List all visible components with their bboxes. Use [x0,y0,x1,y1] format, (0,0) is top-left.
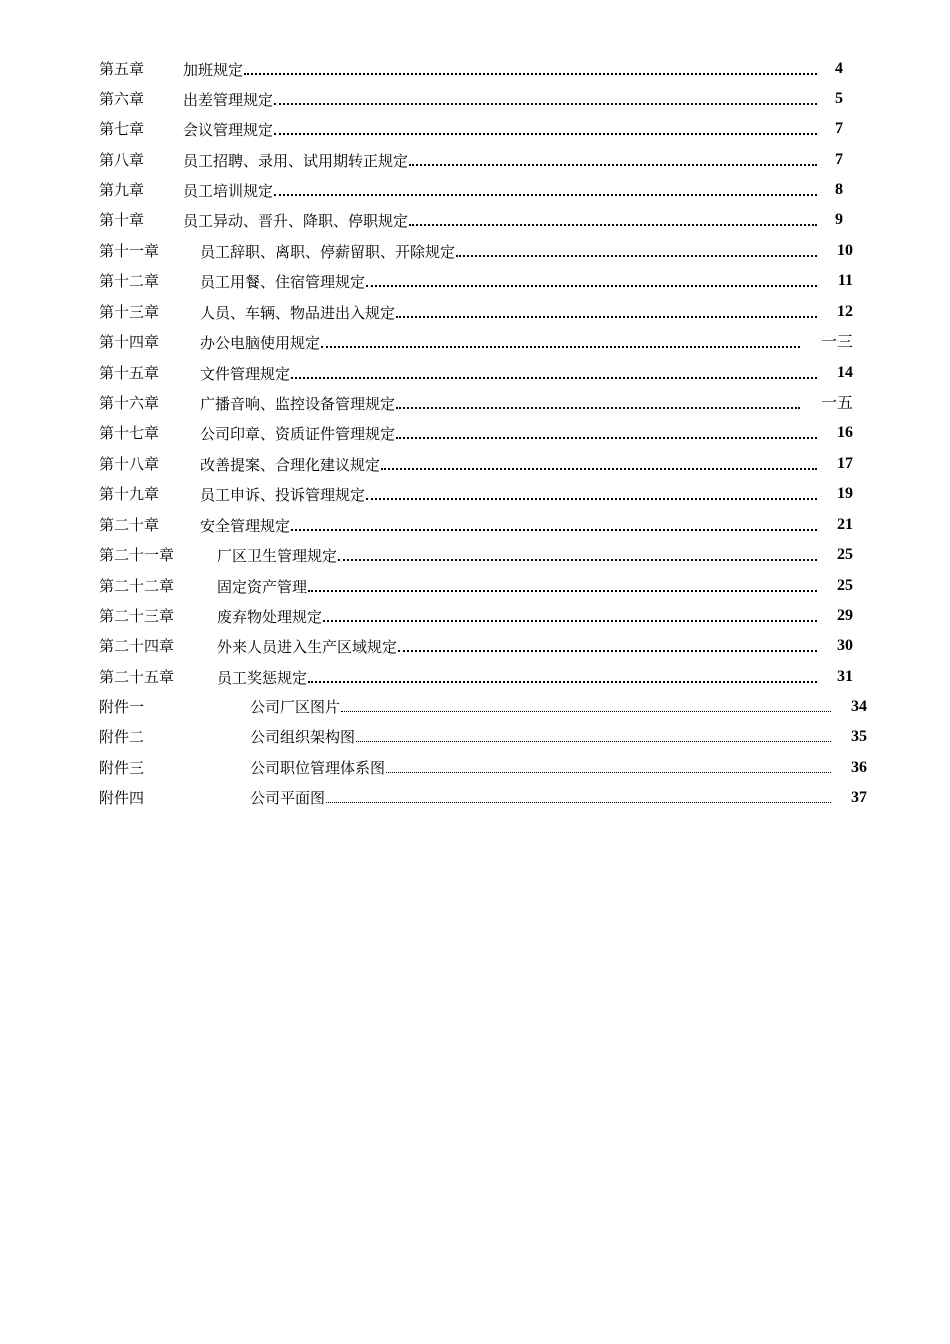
toc-title-line [217,604,817,628]
toc-title: 员工用餐、住宿管理规定 [200,273,366,291]
toc-title-line [200,391,800,415]
toc-title-line [217,634,817,658]
toc-dot-leader [308,574,817,592]
toc-chapter-label: 第二十五章 [99,668,175,686]
toc-page-number: 7 [835,151,843,168]
toc-dot-leader [321,330,800,348]
toc-title: 废弃物处理规定 [217,608,323,626]
toc-title-line [183,208,817,232]
toc-title-line [200,330,800,354]
toc-title: 公司职位管理体系图 [250,759,386,777]
toc-title: 员工申诉、投诉管理规定 [200,486,366,504]
toc-page-number: 34 [851,698,867,715]
toc-title-line [250,786,831,810]
toc-dot-leader [396,300,817,318]
toc-title-line [200,513,817,537]
toc-title-line [183,178,817,202]
toc-title-line [250,725,831,749]
toc-dot-leader [244,57,817,75]
toc-chapter-label: 第七章 [99,120,145,138]
toc-chapter-label: 第二十四章 [99,637,175,655]
toc-title-line [200,452,817,476]
toc-title-line [200,300,817,324]
toc-chapter-label: 第十二章 [99,272,160,290]
toc-title: 公司厂区图片 [250,698,341,716]
toc-title: 员工奖惩规定 [217,669,308,687]
toc-title: 员工培训规定 [183,182,274,200]
toc-title: 厂区卫生管理规定 [217,547,338,565]
toc-title-line [217,665,817,689]
toc-dot-leader [409,208,817,226]
toc-title: 公司组织架构图 [250,728,356,746]
toc-title: 出差管理规定 [183,91,274,109]
toc-title-line [200,361,817,385]
toc-dot-leader [409,148,817,166]
toc-chapter-label: 第十章 [99,211,145,229]
toc-title: 办公电脑使用规定 [200,334,321,352]
toc-page-number: 37 [851,789,867,806]
toc-title-line [200,239,817,263]
toc-title-line [200,421,817,445]
toc-chapter-label: 第二十一章 [99,546,175,564]
toc-chapter-label: 第二十章 [99,516,160,534]
toc-title-line [183,57,817,81]
toc-chapter-label: 第八章 [99,151,145,169]
toc-page-number: 25 [837,577,853,594]
toc-title: 人员、车辆、物品进出入规定 [200,304,396,322]
toc-chapter-label: 第二十二章 [99,577,175,595]
toc-chapter-label: 第十六章 [99,394,160,412]
toc-chapter-label: 第十七章 [99,424,160,442]
toc-title-line [250,756,831,780]
toc-title-line [183,148,817,172]
toc-page-number: 10 [837,242,853,259]
toc-title-line [217,543,817,567]
toc-title-line [217,574,817,598]
toc-dot-leader [308,665,817,683]
toc-page-number: 5 [835,90,843,107]
toc-dot-leader [341,695,831,712]
toc-appendix-label: 附件三 [99,759,145,777]
toc-title: 公司印章、资质证件管理规定 [200,425,396,443]
toc-dot-leader [396,391,800,409]
toc-title-line [250,695,831,719]
toc-dot-leader [381,452,817,470]
toc-title-line [183,87,817,111]
toc-title: 广播音响、监控设备管理规定 [200,395,396,413]
toc-page-number: 25 [837,546,853,563]
toc-dot-leader [338,543,817,561]
toc-dot-leader [356,725,831,742]
toc-page-number: 一五 [820,393,853,412]
toc-dot-leader [274,87,817,105]
toc-page-number: 17 [837,455,853,472]
toc-dot-leader [323,604,817,622]
toc-dot-leader [291,513,817,531]
toc-title: 会议管理规定 [183,121,274,139]
toc-title-line [183,117,817,141]
toc-title: 公司平面图 [250,789,326,807]
toc-chapter-label: 第九章 [99,181,145,199]
toc-title: 员工异动、晋升、降职、停职规定 [183,212,409,230]
toc-chapter-label: 第六章 [99,90,145,108]
toc-page-number: 8 [835,181,843,198]
toc-title: 外来人员进入生产区域规定 [217,638,398,656]
toc-title: 改善提案、合理化建议规定 [200,456,381,474]
toc-dot-leader [366,269,817,287]
toc-page-number: 29 [837,607,853,624]
toc-title: 固定资产管理 [217,578,308,596]
toc-page-number: 7 [835,120,843,137]
toc-page-number: 31 [837,668,853,685]
toc-dot-leader [398,634,817,652]
toc-title: 员工招聘、录用、试用期转正规定 [183,152,409,170]
toc-page-number: 4 [835,60,843,77]
toc-page-number: 14 [837,364,853,381]
toc-title: 文件管理规定 [200,365,291,383]
toc-chapter-label: 第十九章 [99,485,160,503]
toc-dot-leader [386,756,831,773]
toc-chapter-label: 第十三章 [99,303,160,321]
toc-dot-leader [291,361,817,379]
toc-chapter-label: 第十一章 [99,242,160,260]
toc-title: 员工辞职、离职、停薪留职、开除规定 [200,243,456,261]
toc-title: 安全管理规定 [200,517,291,535]
toc-page-number: 11 [837,272,853,289]
toc-page-number: 一三 [820,332,853,351]
toc-title-line [200,482,817,506]
toc-page-number: 9 [835,211,843,228]
toc-chapter-label: 第十八章 [99,455,160,473]
toc-page-number: 12 [837,303,853,320]
toc-chapter-label: 第五章 [99,60,145,78]
toc-appendix-label: 附件四 [99,789,145,807]
toc-dot-leader [366,482,817,500]
toc-appendix-label: 附件二 [99,728,145,746]
toc-page-number: 16 [837,424,853,441]
toc-page-number: 35 [851,728,867,745]
toc-dot-leader [274,117,817,135]
toc-page-number: 30 [837,637,853,654]
toc-chapter-label: 第十五章 [99,364,160,382]
toc-title: 加班规定 [183,61,244,79]
toc-page-number: 19 [837,485,853,502]
toc-appendix-label: 附件一 [99,698,145,716]
toc-page-number: 21 [837,516,853,533]
toc-page-number: 36 [851,759,867,776]
toc-dot-leader [396,421,817,439]
toc-dot-leader [274,178,817,196]
toc-dot-leader [456,239,817,257]
toc-dot-leader [326,786,831,803]
toc-chapter-label: 第十四章 [99,333,160,351]
toc-title-line [200,269,817,293]
toc-chapter-label: 第二十三章 [99,607,175,625]
